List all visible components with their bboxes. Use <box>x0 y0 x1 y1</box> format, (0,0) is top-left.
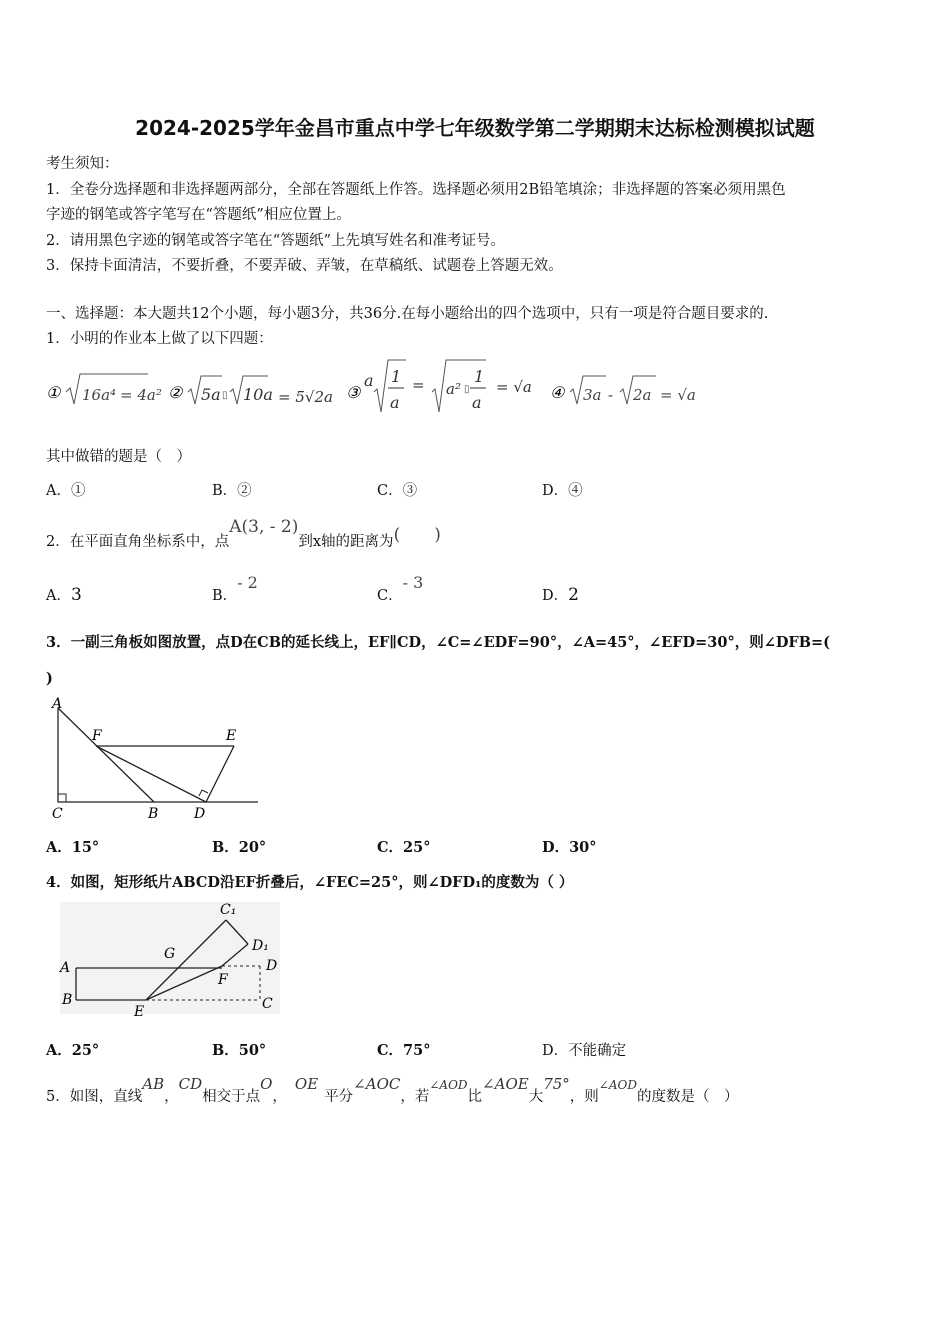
q4-option-d[interactable]: D．不能确定 <box>542 1043 627 1059</box>
q1-eq1-rhs: = 4a² <box>120 386 162 404</box>
q2-option-b-value: - 2 <box>237 573 258 592</box>
q1-eq4-minus: - <box>608 386 614 404</box>
q1-eq4-radicand2: 2a <box>633 386 652 404</box>
q5-math-aoe: ∠AOE <box>482 1075 529 1093</box>
q1-eq4-number: ④ <box>550 383 565 402</box>
notice-line: 3．保持卡面清洁，不要折叠，不要弄破、弄皱，在草稿纸、试题卷上答题无效。 <box>46 258 563 274</box>
q1-eq2-radicand1: 5a <box>201 385 221 404</box>
q4-label-b: B <box>62 992 73 1008</box>
q1-eq2-dot: ▯ <box>222 390 228 401</box>
q5-math-cd: CD <box>178 1075 203 1093</box>
q4-stem: 4．如图，矩形纸片ABCD沿EF折叠后，∠FEC=25°，则∠DFD₁的度数为（ ） <box>46 874 574 891</box>
q1-eq3-frac-top: 1 <box>391 367 402 386</box>
q2-option-c-label: C． <box>377 588 403 604</box>
q2-option-a-label: A． <box>46 588 71 604</box>
q1-eq3-rhs: = √a <box>496 378 532 396</box>
q5-text-6: ，若 <box>400 1089 430 1105</box>
q1-eq3-mid-dot: ▯ <box>464 384 470 395</box>
q5-text-1: 5．如图，直线 <box>46 1089 143 1105</box>
q4-option-a[interactable]: A．25° <box>46 1042 100 1059</box>
q1-question: 其中做错的题是（ ） <box>46 449 191 465</box>
q3-label-b: B <box>148 806 159 822</box>
q3-label-f: F <box>92 728 102 744</box>
q1-option-a[interactable]: A．① <box>46 483 86 499</box>
q5-text-2: ， <box>164 1089 179 1105</box>
q1-eq3-mid: a² <box>446 380 461 398</box>
q1-eq3-frac2-bot: a <box>472 393 482 412</box>
q1-eq3-number: ③ <box>346 383 361 402</box>
q4-label-d: D <box>266 958 278 974</box>
q3-label-d: D <box>194 806 206 822</box>
q5-text-8: 大 <box>528 1089 544 1105</box>
q1-eq2-rhs: = 5√2a <box>278 388 333 406</box>
q5-text-7: 比 <box>467 1089 483 1105</box>
q5-math-oe: OE <box>294 1075 319 1093</box>
q2-option-d-label: D． <box>542 588 569 604</box>
q4-label-f: F <box>218 972 228 988</box>
q2-option-d[interactable] <box>542 584 579 605</box>
q2-option-b[interactable] <box>212 572 258 604</box>
q4-label-c: C <box>262 996 273 1012</box>
q2-stem-a: 2．在平面直角坐标系中，点 <box>46 534 230 550</box>
q4-label-c1: C₁ <box>220 902 237 918</box>
q5-math-ab: AB <box>142 1075 165 1093</box>
q1-eq3-lead: a <box>364 371 374 390</box>
q1-eq2-number: ② <box>168 383 183 402</box>
q4-label-d1: D₁ <box>252 938 269 954</box>
q5-text-5: 平分 <box>324 1089 354 1105</box>
q2-option-d-value: 2 <box>568 585 579 605</box>
notice-line: 1．全卷分选择题和非选择题两部分，全部在答题纸上作答。选择题必须用2B铅笔填涂；非选择题的答案必须用黑色 <box>46 182 786 198</box>
q5-math-aoc: ∠AOC <box>353 1075 401 1093</box>
q3-label-c: C <box>52 806 63 822</box>
q1-eq4-rhs: = √a <box>660 386 696 404</box>
q5-stem <box>46 1075 739 1106</box>
q4-label-g: G <box>164 946 176 962</box>
q2-option-a[interactable] <box>46 584 82 605</box>
q2-option-a-value: 3 <box>70 585 82 605</box>
q2-stem-b: 到x轴的距离为 <box>298 534 394 550</box>
q4-label-e: E <box>134 1004 145 1020</box>
q5-text-4: ， <box>272 1089 287 1105</box>
q4-option-c[interactable]: C．75° <box>377 1042 431 1059</box>
q4-label-a: A <box>60 960 71 976</box>
q1-stem: 1．小明的作业本上做了以下四题： <box>46 331 273 347</box>
q1-eq3-frac-bot: a <box>390 393 400 412</box>
q5-math-75: 75° <box>543 1075 570 1093</box>
q1-option-b[interactable]: B．② <box>212 483 252 499</box>
q2-option-b-label: B． <box>212 588 238 604</box>
q1-eq4-radicand1: 3a <box>583 386 602 404</box>
q1-option-d[interactable]: D．④ <box>542 483 583 499</box>
q3-label-e: E <box>226 728 237 744</box>
q3-label-a: A <box>52 696 63 712</box>
q1-eq1-number: ① <box>46 383 61 402</box>
notice-heading: 考生须知： <box>46 156 119 172</box>
q1-eq1-radicand: 16a⁴ <box>82 386 117 404</box>
section-heading: 一、选择题：本大题共12个小题，每小题3分，共36分.在每小题给出的四个选项中，只有一项是符合题目要求的. <box>46 306 769 322</box>
q3-figure <box>44 694 264 824</box>
q2-stem <box>46 517 441 551</box>
q1-option-c[interactable]: C．③ <box>377 483 418 499</box>
notice-line: 字迹的钢笔或答字笔写在“答题纸”相应位置上。 <box>46 207 351 223</box>
q3-option-d[interactable]: D．30° <box>542 839 597 856</box>
q1-eq2-radicand2: 10a <box>243 385 273 404</box>
q2-option-c[interactable] <box>377 572 424 604</box>
q3-option-c[interactable]: C．25° <box>377 839 431 856</box>
q2-paren: ( ) <box>393 525 441 545</box>
q5-text-3: 相交于点 <box>202 1089 261 1105</box>
q3-option-a[interactable]: A．15° <box>46 839 100 856</box>
svg-text:=: = <box>412 376 425 394</box>
q3-stem: 3．一副三角板如图放置，点D在CB的延长线上，EF∥CD，∠C=∠EDF=90°，∠A=45°，∠EFD=30°，则∠DFB=( <box>46 634 830 651</box>
q1-eq3-frac2-top: 1 <box>474 367 485 386</box>
q3-stem-end: ) <box>46 670 53 687</box>
notice-line: 2．请用黑色字迹的钢笔或答字笔在“答题纸”上先填写姓名和准考证号。 <box>46 233 506 249</box>
q5-math-o: O <box>260 1075 273 1093</box>
q2-option-c-value: - 3 <box>402 573 424 592</box>
q3-option-b[interactable]: B．20° <box>212 839 267 856</box>
q5-text-9: ，则 <box>569 1089 599 1105</box>
q4-figure <box>56 898 286 1023</box>
q5-text-10: 的度数是（ ） <box>636 1089 739 1105</box>
q5-math-aod: ∠AOD <box>429 1078 468 1092</box>
q1-equations <box>40 352 740 424</box>
page-title: 2024-2025学年金昌市重点中学七年级数学第二学期期末达标检测模拟试题 <box>135 116 815 140</box>
q2-point: A(3, - 2) <box>229 517 299 537</box>
q5-math-aod-2: ∠AOD <box>598 1078 637 1092</box>
q4-option-b[interactable]: B．50° <box>212 1042 267 1059</box>
